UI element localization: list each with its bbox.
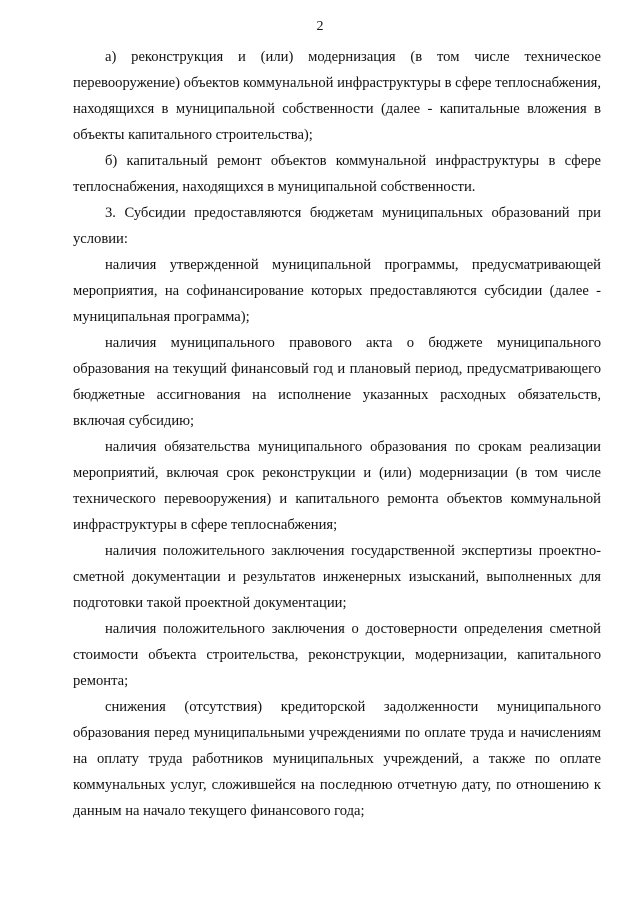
paragraph-item-a: а) реконструкция и (или) модернизация (в том числе техническое перевооружение) объектов коммунальной инфраструктуры в сфере теплоснабжения, находящихся в муниципальной собственности (далее - капитальные вложения в объекты капитального строительства); (73, 49, 601, 143)
paragraph-condition-debt-reduction: снижения (отсутствия) кредиторской задолженности муниципального образования перед муниципальными учреждениями по оплате труда и начислениям на оплату труда работников муниципальных учреждений, а также по оплате коммунальных услуг, сложившейся на последнюю отчетную дату, по отношению к данным на начало текущего финансового года; (73, 699, 601, 819)
paragraph-condition-obligation: наличия обязательства муниципального образования по срокам реализации мероприятий, включая срок реконструкции и (или) модернизации (в том числе технического перевооружения) и капитального ремонта объектов коммунальной инфраструктуры в сфере теплоснабжения; (73, 439, 601, 533)
paragraph-condition-program: наличия утвержденной муниципальной программы, предусматривающей мероприятия, на софинансирование которых предоставляются субсидии (далее - муниципальная программа); (73, 257, 601, 325)
paragraph-condition-budget-act: наличия муниципального правового акта о бюджете муниципального образования на текущий финансовый год и плановый период, предусматривающего бюджетные ассигнования на исполнение указанных расходных обязательств, включая субсидию; (73, 335, 601, 429)
page-number: 2 (316, 19, 324, 34)
paragraph-clause-3: 3. Субсидии предоставляются бюджетам муниципальных образований при условии: (73, 205, 601, 247)
paragraph-condition-state-expertise: наличия положительного заключения государственной экспертизы проектно-сметной документации и результатов инженерных изысканий, выполненных для подготовки такой проектной документации; (73, 543, 601, 611)
document-body (73, 44, 601, 824)
paragraph-condition-cost-reliability: наличия положительного заключения о достоверности определения сметной стоимости объекта строительства, реконструкции, модернизации, капитального ремонта; (73, 621, 601, 689)
paragraph-item-b: б) капитальный ремонт объектов коммунальной инфраструктуры в сфере теплоснабжения, находящихся в муниципальной собственности. (73, 153, 601, 195)
